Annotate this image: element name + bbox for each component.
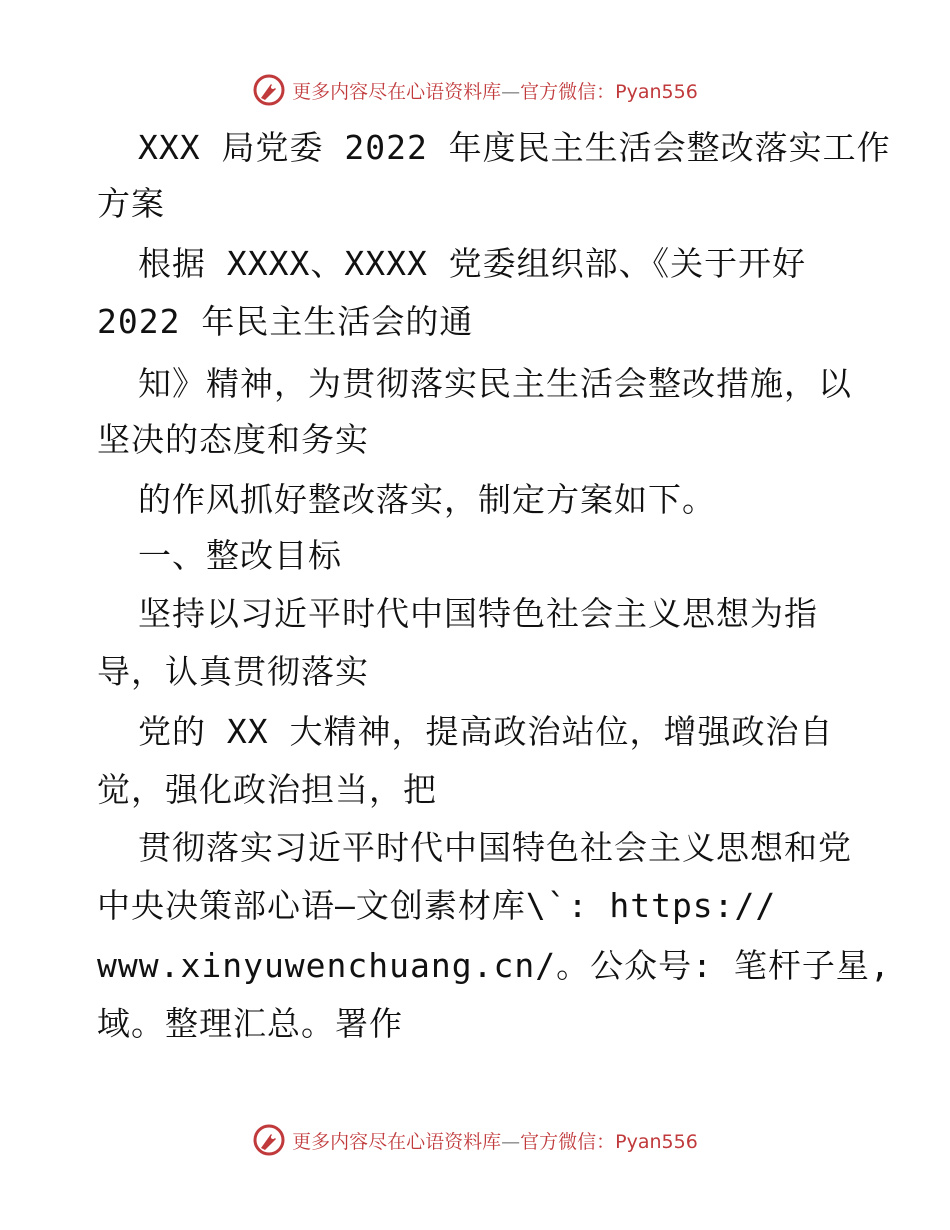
footer-watermark bbox=[0, 1120, 950, 1160]
doc-line: www.xinyuwenchuang.cn/。公众号: 笔杆子星, bbox=[97, 946, 891, 985]
doc-line: 2022 年民主生活会的通 bbox=[97, 302, 474, 341]
doc-line: 坚决的态度和务实 bbox=[97, 420, 369, 459]
watermark-text: 更多内容尽在心语资料库—官方微信：Pyan556 bbox=[292, 80, 698, 103]
doc-line: 贯彻落实习近平时代中国特色社会主义思想和党 bbox=[138, 828, 852, 867]
doc-line: 根据 XXXX、XXXX 党委组织部、《关于开好 bbox=[138, 244, 807, 283]
doc-line: 的作风抓好整改落实，制定方案如下。 bbox=[138, 480, 716, 519]
pen-nib-logo-icon bbox=[252, 1123, 286, 1157]
doc-line: 坚持以习近平时代中国特色社会主义思想为指 bbox=[138, 594, 818, 633]
doc-line: 方案 bbox=[97, 184, 165, 223]
doc-line: 知》精神，为贯彻落实民主生活会整改措施，以 bbox=[138, 364, 852, 403]
doc-line: 域。整理汇总。署作 bbox=[97, 1004, 403, 1043]
doc-line: XXX 局党委 2022 年度民主生活会整改落实工作 bbox=[138, 128, 891, 167]
doc-line: 导，认真贯彻落实 bbox=[97, 652, 369, 691]
doc-line: 党的 XX 大精神，提高政治站位，增强政治自 bbox=[138, 712, 834, 751]
header-watermark bbox=[0, 70, 950, 110]
doc-line: 中央决策部心语—文创素材库\`: https:// bbox=[97, 886, 777, 925]
section-heading: 一、整改目标 bbox=[138, 536, 342, 575]
doc-line: 觉，强化政治担当，把 bbox=[97, 770, 437, 809]
pen-nib-logo-icon bbox=[252, 73, 286, 107]
watermark-text: 更多内容尽在心语资料库—官方微信：Pyan556 bbox=[292, 1130, 698, 1153]
